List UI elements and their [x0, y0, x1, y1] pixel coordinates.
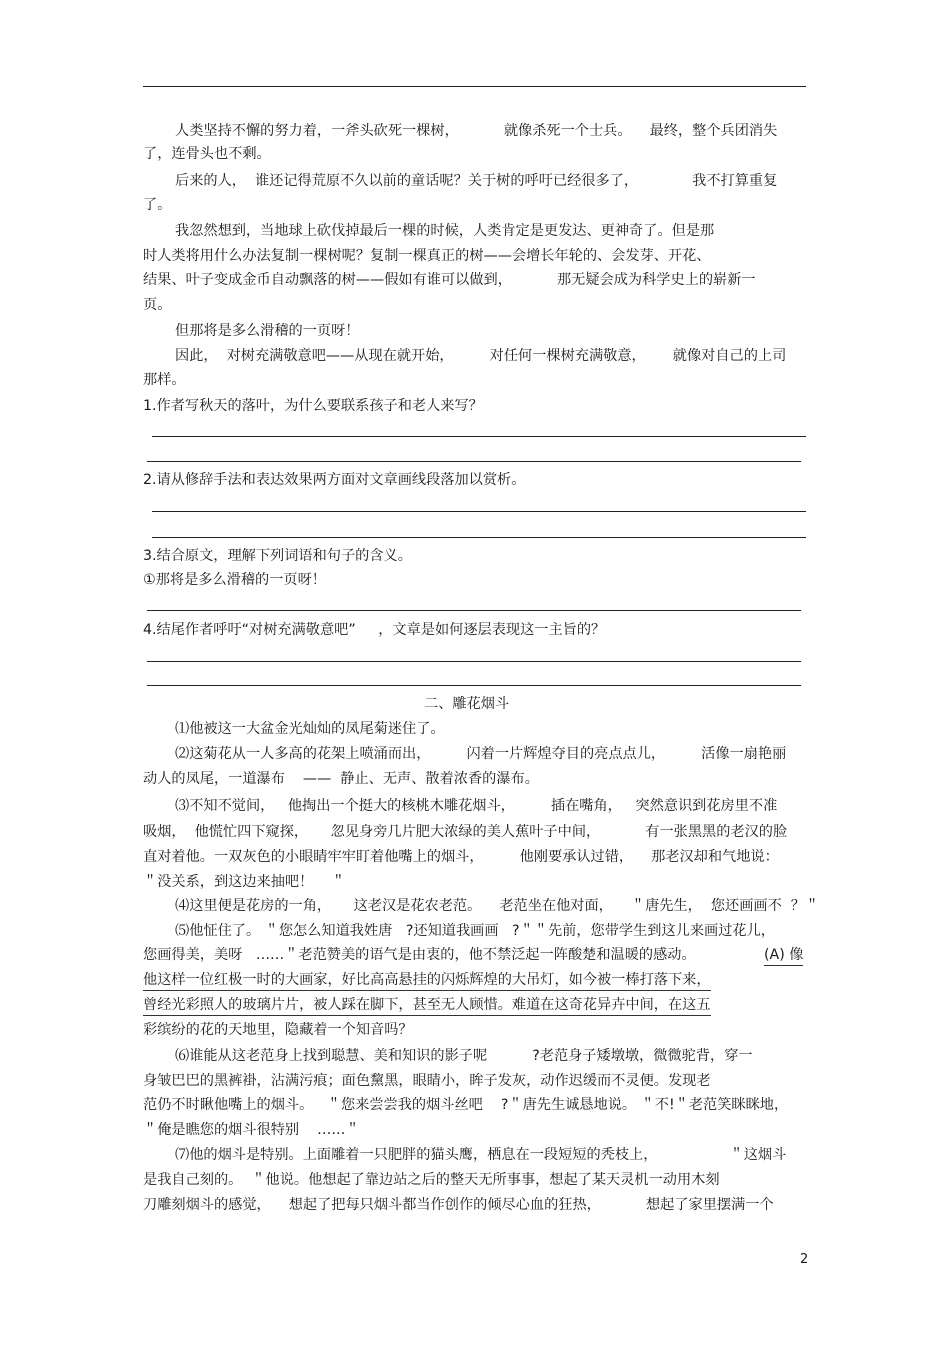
p2-para-2-l2: 动人的凤尾，一道瀑布 —— 静止、无声、散着浓香的瀑布。: [143, 771, 539, 787]
p4-line-1: 但那将是多么滑稽的一页呀！: [175, 323, 360, 339]
answer-line-3[interactable]: [147, 610, 801, 611]
p2-para-7-l3: 刀雕刻烟斗的感觉， 想起了把每只烟斗都当作创作的倾尽心血的狂热， 想起了家里摆满一个: [143, 1197, 774, 1213]
p2-para-1: ⑴他被这一大盆金光灿灿的凤尾菊迷住了。: [175, 721, 445, 737]
passage-two-title: 二、雕花烟斗: [424, 696, 510, 712]
p2-para-6-l2: 身皱巴巴的黑裤褂，沾满污痕；面色黧黑，眼睛小，眸子发灰，动作迟缓而不灵便。发现老: [143, 1073, 711, 1089]
p2-para-4: ⑷这里便是花房的一角， 这老汉是花农老范。 老范坐在他对面， ＂唐先生， 您还画画不 ？＂: [175, 898, 820, 914]
p2-para-2-l1: ⑵这菊花从一人多高的花架上喷涌而出， 闪着一片辉煌夺目的亮点点儿， 活像一扇艳丽: [175, 746, 787, 762]
p3-line-1: 我忽然想到，当地球上砍伐掉最后一棵的时候，人类肯定是更发达、更神奇了。但是那: [175, 223, 715, 239]
underline-a-label: (A) 像: [764, 945, 803, 966]
p2-para-6-l3: 范仍不时瞅他嘴上的烟斗。 ＂您来尝尝我的烟斗丝吧 ?＂唐先生诚恳地说。 ＂不!＂老范笑眯眯地，: [143, 1097, 789, 1113]
question-3-sub: ①那将是多么滑稽的一页呀！: [143, 572, 326, 588]
p2-para-6-l1: ⑹谁能从这老范身上找到聪慧、美和知识的影子呢 ?老范身子矮墩墩，微微驼背，穿一: [175, 1048, 753, 1064]
question-2: 2.请从修辞手法和表达效果两方面对文章画线段落加以赏析。: [143, 472, 526, 488]
p2-para-3-l1: ⑶不知不觉间， 他掏出一个挺大的核桃木雕花烟斗， 插在嘴角， 突然意识到花房里不准: [175, 798, 778, 814]
p3-line-2: 时人类将用什么办法复制一棵树呢？复制一棵真正的树——会增长年轮的、会发芽、开花、: [143, 248, 711, 264]
answer-line-4b[interactable]: [147, 685, 801, 686]
header-rule: [143, 86, 806, 87]
answer-line-1b[interactable]: [147, 461, 801, 462]
question-3: 3.结合原文，理解下列词语和句子的含义。: [143, 548, 412, 564]
p2-para-5-l4: 曾经光彩照人的玻璃片片，被人踩在脚下，甚至无人顾惜。难道在这奇花异卉中间，在这五: [143, 995, 711, 1016]
p2-para-3-l3: 直对着他。一双灰色的小眼睛牢牢盯着他嘴上的烟斗， 他刚要承认过错， 那老汉却和气地说：: [143, 849, 779, 865]
p1-line-1: 人类坚持不懈的努力着，一斧头砍死一棵树， 就像杀死一个士兵。 最终，整个兵团消失: [175, 123, 778, 139]
answer-line-2a[interactable]: [152, 511, 806, 512]
p3-line-4: 页。: [143, 297, 172, 313]
p2-para-3-l2: 吸烟， 他慌忙四下窥探， 忽见身旁几片肥大浓绿的美人蕉叶子中间， 有一张黑黑的老汉的脸: [143, 824, 788, 840]
p2-para-3-l4: ＂没关系，到这边来抽吧！ ＂: [143, 874, 346, 890]
page-number: 2: [800, 1252, 809, 1267]
answer-line-1a[interactable]: [152, 436, 806, 437]
p5-line-2: 那样。: [143, 372, 186, 388]
p3-line-3: 结果、叶子变成金币自动飘落的树——假如有谁可以做到， 那无疑会成为科学史上的崭新一: [143, 272, 756, 288]
p2-para-7-l2: 是我自己刻的。 ＂他说。他想起了靠边站之后的整天无所事事，想起了某天灵机一动用木刻: [143, 1172, 720, 1188]
p2-line-2: 了。: [143, 197, 172, 213]
p2-para-5-l5: 彩缤纷的花的天地里，隐藏着一个知音吗？: [143, 1022, 413, 1038]
p2-para-7-l1: ⑺他的烟斗是特别。上面雕着一只肥胖的猫头鹰，栖息在一段短短的秃枝上， ＂这烟斗: [175, 1147, 787, 1163]
p2-line-1: 后来的人， 谁还记得荒原不久以前的童话呢？关于树的呼吁已经很多了， 我不打算重复: [175, 173, 778, 189]
answer-line-4a[interactable]: [147, 661, 801, 662]
p2-para-5-l1: ⑸他怔住了。 ＂您怎么知道我姓唐 ?还知道我画画 ?＂＂先前，您带学生到这儿来画过花儿，: [175, 923, 775, 939]
p1-line-2: 了，连骨头也不剩。: [143, 146, 271, 162]
p2-para-6-l4: ＂俺是瞧您的烟斗很特别 ……＂: [143, 1122, 360, 1138]
p2-para-5-l2: 您画得美，美呀 ……＂老范赞美的语气是由衷的，他不禁泛起一阵酸楚和温暖的感动。: [143, 947, 696, 963]
question-4: 4.结尾作者呼吁“对树充满敬意吧” ，文章是如何逐层表现这一主旨的？: [143, 622, 606, 638]
answer-line-2b[interactable]: [152, 537, 806, 538]
p2-para-5-l3: 他这样一位红极一时的大画家，好比高高悬挂的闪烁辉煌的大吊灯，如今被一棒打落下来，: [143, 970, 711, 991]
question-1: 1.作者写秋天的落叶，为什么要联系孩子和老人来写？: [143, 398, 483, 414]
p5-line-1: 因此， 对树充满敬意吧——从现在就开始， 对任何一棵树充满敬意， 就像对自己的上司: [175, 348, 787, 364]
